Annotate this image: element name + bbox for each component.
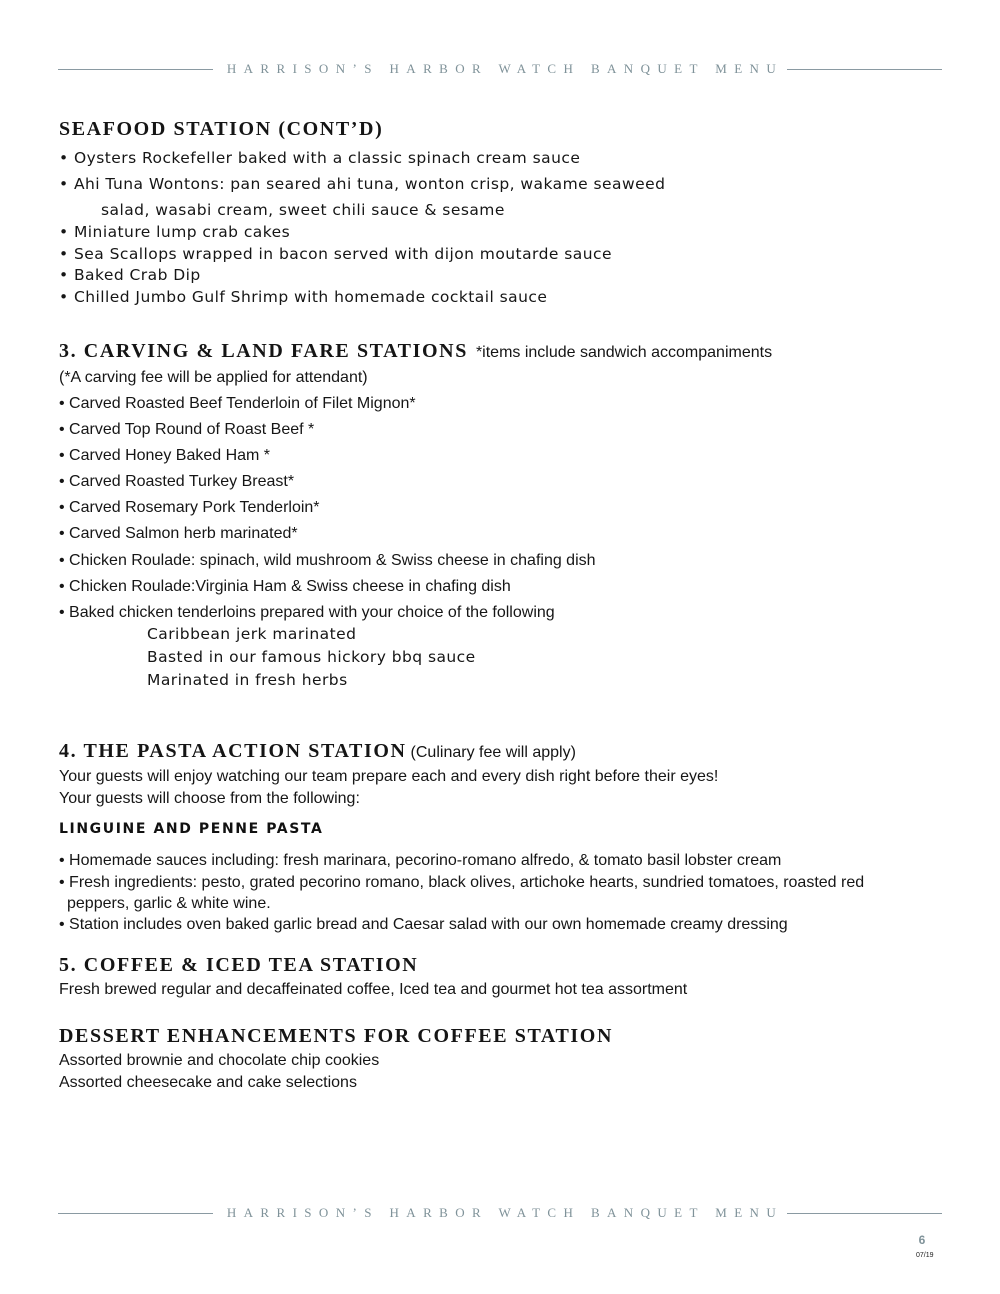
seafood-item: • Miniature lump crab cakes — [59, 223, 291, 241]
pasta-intro: Your guests will choose from the following: — [59, 790, 360, 807]
carving-item: • Baked chicken tenderloins prepared with your choice of the following — [59, 604, 555, 621]
carving-item: • Carved Roasted Turkey Breast* — [59, 473, 295, 490]
carving-item: • Chicken Roulade:Virginia Ham & Swiss cheese in chafing dish — [59, 578, 511, 595]
carving-item: • Chicken Roulade: spinach, wild mushroom & Swiss cheese in chafing dish — [59, 552, 596, 569]
pasta-item: • Fresh ingredients: pesto, grated pecorino romano, black olives, artichoke hearts, sundried tomatoes, roasted red — [59, 874, 865, 891]
carving-item: • Carved Rosemary Pork Tenderloin* — [59, 499, 320, 516]
footer-banner — [58, 1205, 942, 1221]
pasta-intro: Your guests will enjoy watching our team prepare each and every dish right before their eyes! — [59, 768, 719, 785]
pasta-note: (Culinary fee will apply) — [410, 744, 576, 761]
carving-fee-note: (*A carving fee will be applied for attendant) — [59, 369, 368, 386]
carving-choice: Basted in our famous hickory bbq sauce — [147, 648, 476, 666]
banner-title: HARRISON’S HARBOR WATCH BANQUET MENU — [226, 61, 784, 76]
pasta-item-continued: peppers, garlic & white wine. — [67, 895, 271, 912]
carving-choice: Caribbean jerk marinated — [147, 625, 357, 643]
date-code: 07/19 — [916, 1252, 934, 1259]
carving-item: • Carved Top Round of Roast Beef * — [59, 421, 315, 438]
carving-item: • Carved Salmon herb marinated* — [59, 525, 298, 542]
coffee-description: Fresh brewed regular and decaffeinated coffee, Iced tea and gourmet hot tea assortment — [59, 981, 688, 998]
dessert-heading: DESSERT ENHANCEMENTS FOR COFFEE STATION — [59, 1025, 614, 1047]
seafood-item: • Baked Crab Dip — [59, 266, 201, 284]
carving-title: 3. CARVING & LAND FARE STATIONS — [59, 340, 468, 362]
dessert-item: Assorted brownie and chocolate chip cookies — [59, 1052, 380, 1069]
pasta-item: • Homemade sauces including: fresh marinara, pecorino-romano alfredo, & tomato basil lobster cream — [59, 852, 782, 869]
banner-rule-right — [787, 1213, 942, 1214]
coffee-heading: 5. COFFEE & ICED TEA STATION — [59, 954, 419, 976]
pasta-heading — [59, 740, 576, 763]
carving-item: • Carved Honey Baked Ham * — [59, 447, 271, 464]
dessert-item: Assorted cheesecake and cake selections — [59, 1074, 357, 1091]
seafood-item: • Oysters Rockefeller baked with a classic spinach cream sauce — [59, 149, 581, 167]
carving-note: *items include sandwich accompaniments — [475, 344, 773, 361]
carving-heading — [59, 340, 772, 363]
seafood-item-continued: salad, wasabi cream, sweet chili sauce & sesame — [101, 201, 505, 219]
seafood-item: • Ahi Tuna Wontons: pan seared ahi tuna, wonton crisp, wakame seaweed — [59, 175, 666, 193]
banner-rule-left — [58, 1213, 213, 1214]
pasta-title: 4. THE PASTA ACTION STATION — [59, 740, 407, 762]
banner-rule-left — [58, 69, 213, 70]
seafood-item: • Chilled Jumbo Gulf Shrimp with homemade cocktail sauce — [59, 288, 548, 306]
seafood-item: • Sea Scallops wrapped in bacon served with dijon moutarde sauce — [59, 245, 612, 263]
pasta-item: • Station includes oven baked garlic bread and Caesar salad with our own homemade creamy dressing — [59, 916, 788, 933]
pasta-subheading: LINGUINE AND PENNE PASTA — [59, 821, 324, 837]
banner-title: HARRISON’S HARBOR WATCH BANQUET MENU — [226, 1205, 784, 1220]
page-number: 6 — [918, 1233, 926, 1247]
banner-rule-right — [787, 69, 942, 70]
header-banner — [58, 61, 942, 77]
seafood-heading: SEAFOOD STATION (CONT’D) — [59, 118, 384, 140]
carving-choice: Marinated in fresh herbs — [147, 671, 348, 689]
carving-item: • Carved Roasted Beef Tenderloin of Filet Mignon* — [59, 395, 416, 412]
